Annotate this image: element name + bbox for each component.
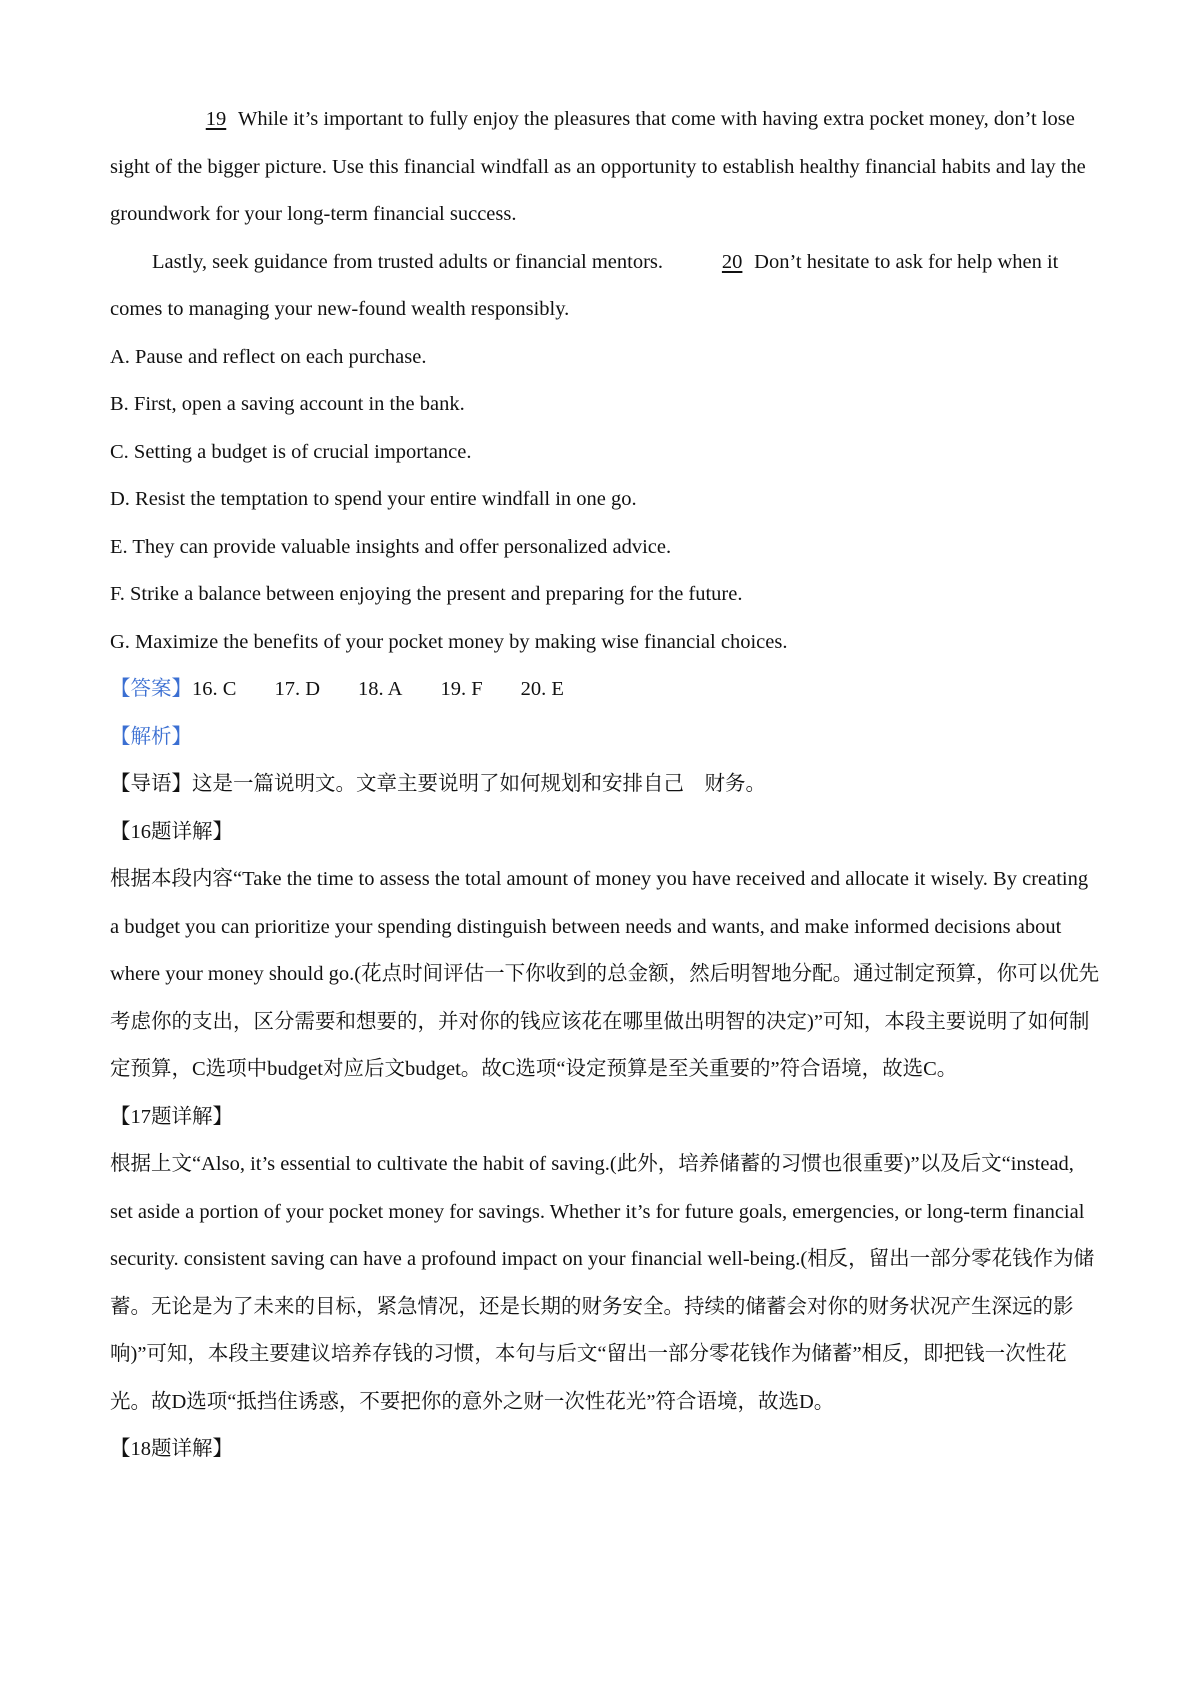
analysis-label: 【解析】 xyxy=(110,725,192,748)
answer-16: 16. C xyxy=(192,678,237,700)
option-g: G. Maximize the benefits of your pocket money by making wise financial choices. xyxy=(110,630,788,653)
q17-explanation: 根据上文“Also, it’s essential to cultivate the habit of saving.(此外，培养储蓄的习惯也很重要)”以及后文“instead, set aside a portion of your pocket money for savings. Whether it’s for future goals, emergencies, or long-term financial security. consistent saving can have a profound impact on your financial well-being.(相反，留出一部分零花钱作为储蓄。无论是为了未来的目标，紧急情况，还是长期的财务安全。持续的储蓄会对你的财务状况产生深远的影响)”可知，本段主要建议培养存钱的习惯，本句与后文“留出一部分零花钱作为储蓄”相反，即把钱一次性花光。故D选项“抵挡住诱惑，不要把你的意外之财一次性花光”符合语境，故选D。 xyxy=(110,1153,1095,1413)
document-content xyxy=(110,96,1100,1474)
answer-20: 20. E xyxy=(520,678,564,700)
passage-paragraph-20 xyxy=(110,239,1100,334)
option-a: A. Pause and reflect on each purchase. xyxy=(110,345,427,368)
answer-18: 18. A xyxy=(358,678,403,700)
paragraph-20-after: Don’t hesitate to ask for help when it comes to managing your new-found wealth responsibly. xyxy=(110,250,1059,320)
option-c: C. Setting a budget is of crucial importance. xyxy=(110,440,472,463)
q16-heading: 【16题详解】 xyxy=(110,820,233,843)
answer-19: 19. F xyxy=(440,678,483,700)
paragraph-20-before: Lastly, seek guidance from trusted adults or financial mentors. xyxy=(152,250,664,273)
answer-17: 17. D xyxy=(274,678,320,700)
option-b: B. First, open a saving account in the bank. xyxy=(110,393,465,415)
option-f: F. Strike a balance between enjoying the present and preparing for the future. xyxy=(110,583,743,605)
option-d: D. Resist the temptation to spend your entire windfall in one go. xyxy=(110,488,637,510)
q16-explanation: 根据本段内容“Take the time to assess the total amount of money you have received and allocate it wisely. By creating a budget you can prioritize your spending distinguish between needs and wants, and make informed decisions about where your money should go.(花点时间评估一下你收到的总金额，然后明智地分配。通过制定预算，你可以优先考虑你的支出，区分需要和想要的，并对你的钱应该花在哪里做出明智的决定)”可知，本段主要说明了如何制定预算，C选项中budget对应后文budget。故C选项“设定预算是至关重要的”符合语境，故选C。 xyxy=(110,868,1100,1080)
q17-heading: 【17题详解】 xyxy=(110,1105,233,1128)
analysis-intro: 【导语】这是一篇说明文。文章主要说明了如何规划和安排自己 财务。 xyxy=(110,773,766,795)
q18-heading: 【18题详解】 xyxy=(110,1438,233,1460)
blank-19: 19 xyxy=(205,108,227,130)
passage-paragraph-19 xyxy=(110,96,1100,239)
blank-20: 20 xyxy=(721,250,743,273)
paragraph-19-text: While it’s important to fully enjoy the pleasures that come with having extra pocket money, don’t lose sight of the bigger picture. Use this financial windfall as an opportunity to establish healthy financial habits and lay the groundwork for your long-term financial success. xyxy=(110,108,1086,225)
option-e: E. They can provide valuable insights and offer personalized advice. xyxy=(110,535,672,558)
answer-label: 【答案】 xyxy=(110,678,192,700)
answer-line xyxy=(110,666,1100,714)
